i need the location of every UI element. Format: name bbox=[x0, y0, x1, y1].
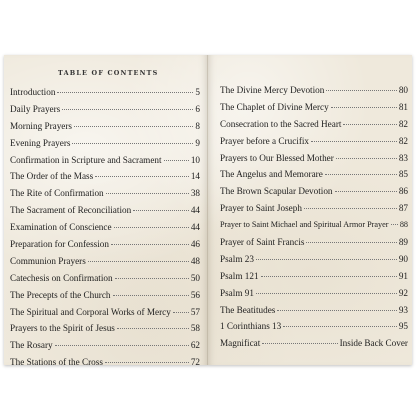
toc-entry-page: 95 bbox=[398, 321, 408, 332]
toc-entry bbox=[220, 119, 408, 136]
toc-entry bbox=[10, 138, 200, 155]
dot-leader bbox=[261, 276, 397, 277]
dot-leader bbox=[326, 90, 396, 91]
toc-entry bbox=[220, 153, 408, 170]
toc-list-right bbox=[220, 85, 408, 355]
toc-entry-title: Prayer to Saint Joseph bbox=[220, 203, 302, 214]
toc-entry bbox=[220, 305, 408, 322]
toc-entry bbox=[10, 121, 200, 138]
toc-entry-title: Magnificat bbox=[220, 338, 261, 349]
dot-leader bbox=[117, 328, 189, 329]
toc-entry-page: 62 bbox=[190, 340, 200, 351]
toc-entry-title: The Sacrament of Reconciliation bbox=[10, 205, 132, 216]
dot-leader bbox=[114, 227, 189, 228]
dot-leader bbox=[331, 107, 397, 108]
toc-entry-title: The Spiritual and Corporal Works of Mercy bbox=[10, 306, 171, 317]
toc-entry bbox=[10, 323, 200, 340]
dot-leader bbox=[256, 293, 397, 294]
toc-entry bbox=[220, 271, 408, 288]
toc-entry-page: 56 bbox=[190, 289, 200, 300]
dot-leader bbox=[325, 174, 397, 175]
toc-entry-title: Prayer to Saint Michael and Spiritual Armor Prayer bbox=[220, 220, 389, 230]
toc-entry-page: 72 bbox=[190, 357, 200, 368]
dot-leader bbox=[72, 143, 193, 144]
toc-entry bbox=[220, 169, 408, 186]
toc-entry-title: Catechesis on Confirmation bbox=[10, 272, 113, 283]
dot-leader bbox=[262, 343, 337, 344]
toc-entry bbox=[10, 155, 200, 172]
dot-leader bbox=[95, 176, 189, 177]
toc-entry-title: Daily Prayers bbox=[10, 103, 61, 114]
toc-entry-page: 89 bbox=[398, 237, 408, 248]
toc-entry-page: 8 bbox=[195, 120, 200, 131]
toc-entry-page: 86 bbox=[398, 186, 408, 197]
dot-leader bbox=[74, 126, 193, 127]
toc-entry bbox=[10, 104, 200, 121]
toc-entry bbox=[10, 239, 200, 256]
toc-entry bbox=[220, 85, 408, 102]
toc-entry-title: The Chaplet of Divine Mercy bbox=[220, 101, 329, 112]
dot-leader bbox=[306, 242, 396, 243]
left-page bbox=[4, 55, 208, 368]
toc-entry-title: Psalm 23 bbox=[220, 253, 254, 264]
toc-entry bbox=[220, 186, 408, 203]
dot-leader bbox=[55, 345, 189, 346]
dot-leader bbox=[106, 193, 189, 194]
toc-entry-title: The Stations of the Cross bbox=[10, 357, 103, 368]
toc-entry-title: Evening Prayers bbox=[10, 137, 71, 148]
toc-entry-title: Preparation for Confession bbox=[10, 239, 109, 250]
toc-entry-page: 58 bbox=[190, 323, 200, 334]
toc-entry-page: 92 bbox=[398, 287, 408, 298]
toc-entry bbox=[220, 321, 408, 338]
toc-entry bbox=[10, 256, 200, 273]
toc-list-left bbox=[10, 87, 200, 374]
toc-entry-title: The Angelus and Memorare bbox=[220, 169, 323, 180]
toc-entry-title: Psalm 121 bbox=[220, 270, 259, 281]
toc-entry-title: Psalm 91 bbox=[220, 287, 254, 298]
toc-entry bbox=[220, 102, 408, 119]
toc-entry-page: 9 bbox=[195, 137, 200, 148]
dot-leader bbox=[105, 362, 189, 363]
toc-entry-page: 44 bbox=[190, 222, 200, 233]
toc-entry bbox=[220, 220, 408, 237]
dot-leader bbox=[391, 224, 398, 225]
toc-entry-title: Introduction bbox=[10, 87, 56, 97]
toc-entry-title: The Order of the Mass bbox=[10, 171, 94, 182]
dot-leader bbox=[283, 326, 397, 327]
toc-entry-page: 5 bbox=[195, 87, 200, 97]
toc-entry-title: 1 Corinthians 13 bbox=[220, 321, 282, 332]
toc-entry-page: 90 bbox=[398, 253, 408, 264]
toc-entry-page: 38 bbox=[190, 188, 200, 199]
toc-entry bbox=[220, 203, 408, 220]
toc-entry bbox=[220, 136, 408, 153]
dot-leader bbox=[164, 160, 189, 161]
toc-entry bbox=[220, 254, 408, 271]
toc-entry-page: 48 bbox=[190, 255, 200, 266]
toc-entry bbox=[220, 288, 408, 305]
dot-leader bbox=[115, 278, 189, 279]
toc-entry-title: Morning Prayers bbox=[10, 120, 73, 131]
toc-entry-page: 57 bbox=[190, 306, 200, 317]
toc-entry-title: Confirmation in Scripture and Sacrament bbox=[10, 154, 162, 165]
dot-leader bbox=[335, 191, 397, 192]
toc-entry bbox=[10, 222, 200, 239]
dot-leader bbox=[311, 141, 397, 142]
toc-entry-title: Communion Prayers bbox=[10, 255, 86, 266]
toc-entry-page: 50 bbox=[190, 272, 200, 283]
toc-entry-page: 91 bbox=[398, 270, 408, 281]
toc-entry bbox=[220, 237, 408, 254]
toc-entry-page: 44 bbox=[190, 205, 200, 216]
toc-entry-title: Prayer of Saint Francis bbox=[220, 237, 305, 248]
dot-leader bbox=[62, 109, 193, 110]
toc-title: TABLE OF CONTENTS bbox=[58, 69, 159, 77]
toc-entry-page: 87 bbox=[398, 203, 408, 214]
dot-leader bbox=[304, 208, 397, 209]
toc-entry-title: The Precepts of the Church bbox=[10, 289, 111, 300]
dot-leader bbox=[343, 124, 396, 125]
toc-entry-page: Inside Back Cover bbox=[339, 338, 408, 349]
toc-entry bbox=[10, 87, 200, 104]
toc-entry bbox=[220, 338, 408, 355]
toc-entry-title: Prayer before a Crucifix bbox=[220, 135, 310, 146]
dot-leader bbox=[111, 244, 189, 245]
toc-entry-title: Prayers to Our Blessed Mother bbox=[220, 152, 334, 163]
toc-entry bbox=[10, 188, 200, 205]
dot-leader bbox=[336, 158, 397, 159]
dot-leader bbox=[277, 310, 396, 311]
toc-entry-page: 81 bbox=[398, 101, 408, 112]
book-spread bbox=[4, 55, 412, 368]
toc-entry-page: 10 bbox=[190, 154, 200, 165]
dot-leader bbox=[113, 295, 189, 296]
toc-entry bbox=[10, 307, 200, 324]
dot-leader bbox=[57, 92, 193, 93]
toc-entry-page: 82 bbox=[398, 118, 408, 129]
toc-entry-title: The Rite of Confirmation bbox=[10, 188, 104, 199]
toc-entry bbox=[10, 290, 200, 307]
toc-entry-page: 46 bbox=[190, 239, 200, 250]
dot-leader bbox=[256, 259, 397, 260]
toc-entry-title: The Rosary bbox=[10, 340, 53, 351]
toc-entry-page: 82 bbox=[398, 135, 408, 146]
dot-leader bbox=[173, 312, 189, 313]
toc-entry-title: Consecration to the Sacred Heart bbox=[220, 118, 342, 129]
toc-entry bbox=[10, 171, 200, 188]
toc-entry-title: Prayers to the Spirit of Jesus bbox=[10, 323, 115, 334]
toc-entry-page: 80 bbox=[398, 85, 408, 95]
toc-entry-title: Examination of Conscience bbox=[10, 222, 112, 233]
toc-entry-page: 88 bbox=[399, 220, 408, 230]
toc-entry-title: The Brown Scapular Devotion bbox=[220, 186, 333, 197]
dot-leader bbox=[133, 210, 189, 211]
right-page bbox=[208, 55, 412, 365]
toc-entry-page: 93 bbox=[398, 304, 408, 315]
toc-entry bbox=[10, 205, 200, 222]
toc-entry-page: 85 bbox=[398, 169, 408, 180]
toc-entry-title: The Beatitudes bbox=[220, 304, 276, 315]
toc-entry bbox=[10, 340, 200, 357]
toc-entry bbox=[10, 273, 200, 290]
toc-entry-page: 6 bbox=[195, 103, 200, 114]
toc-entry-page: 83 bbox=[398, 152, 408, 163]
toc-entry bbox=[10, 357, 200, 374]
dot-leader bbox=[88, 261, 189, 262]
toc-entry-title: The Divine Mercy Devotion bbox=[220, 85, 325, 95]
toc-entry-page: 14 bbox=[190, 171, 200, 182]
